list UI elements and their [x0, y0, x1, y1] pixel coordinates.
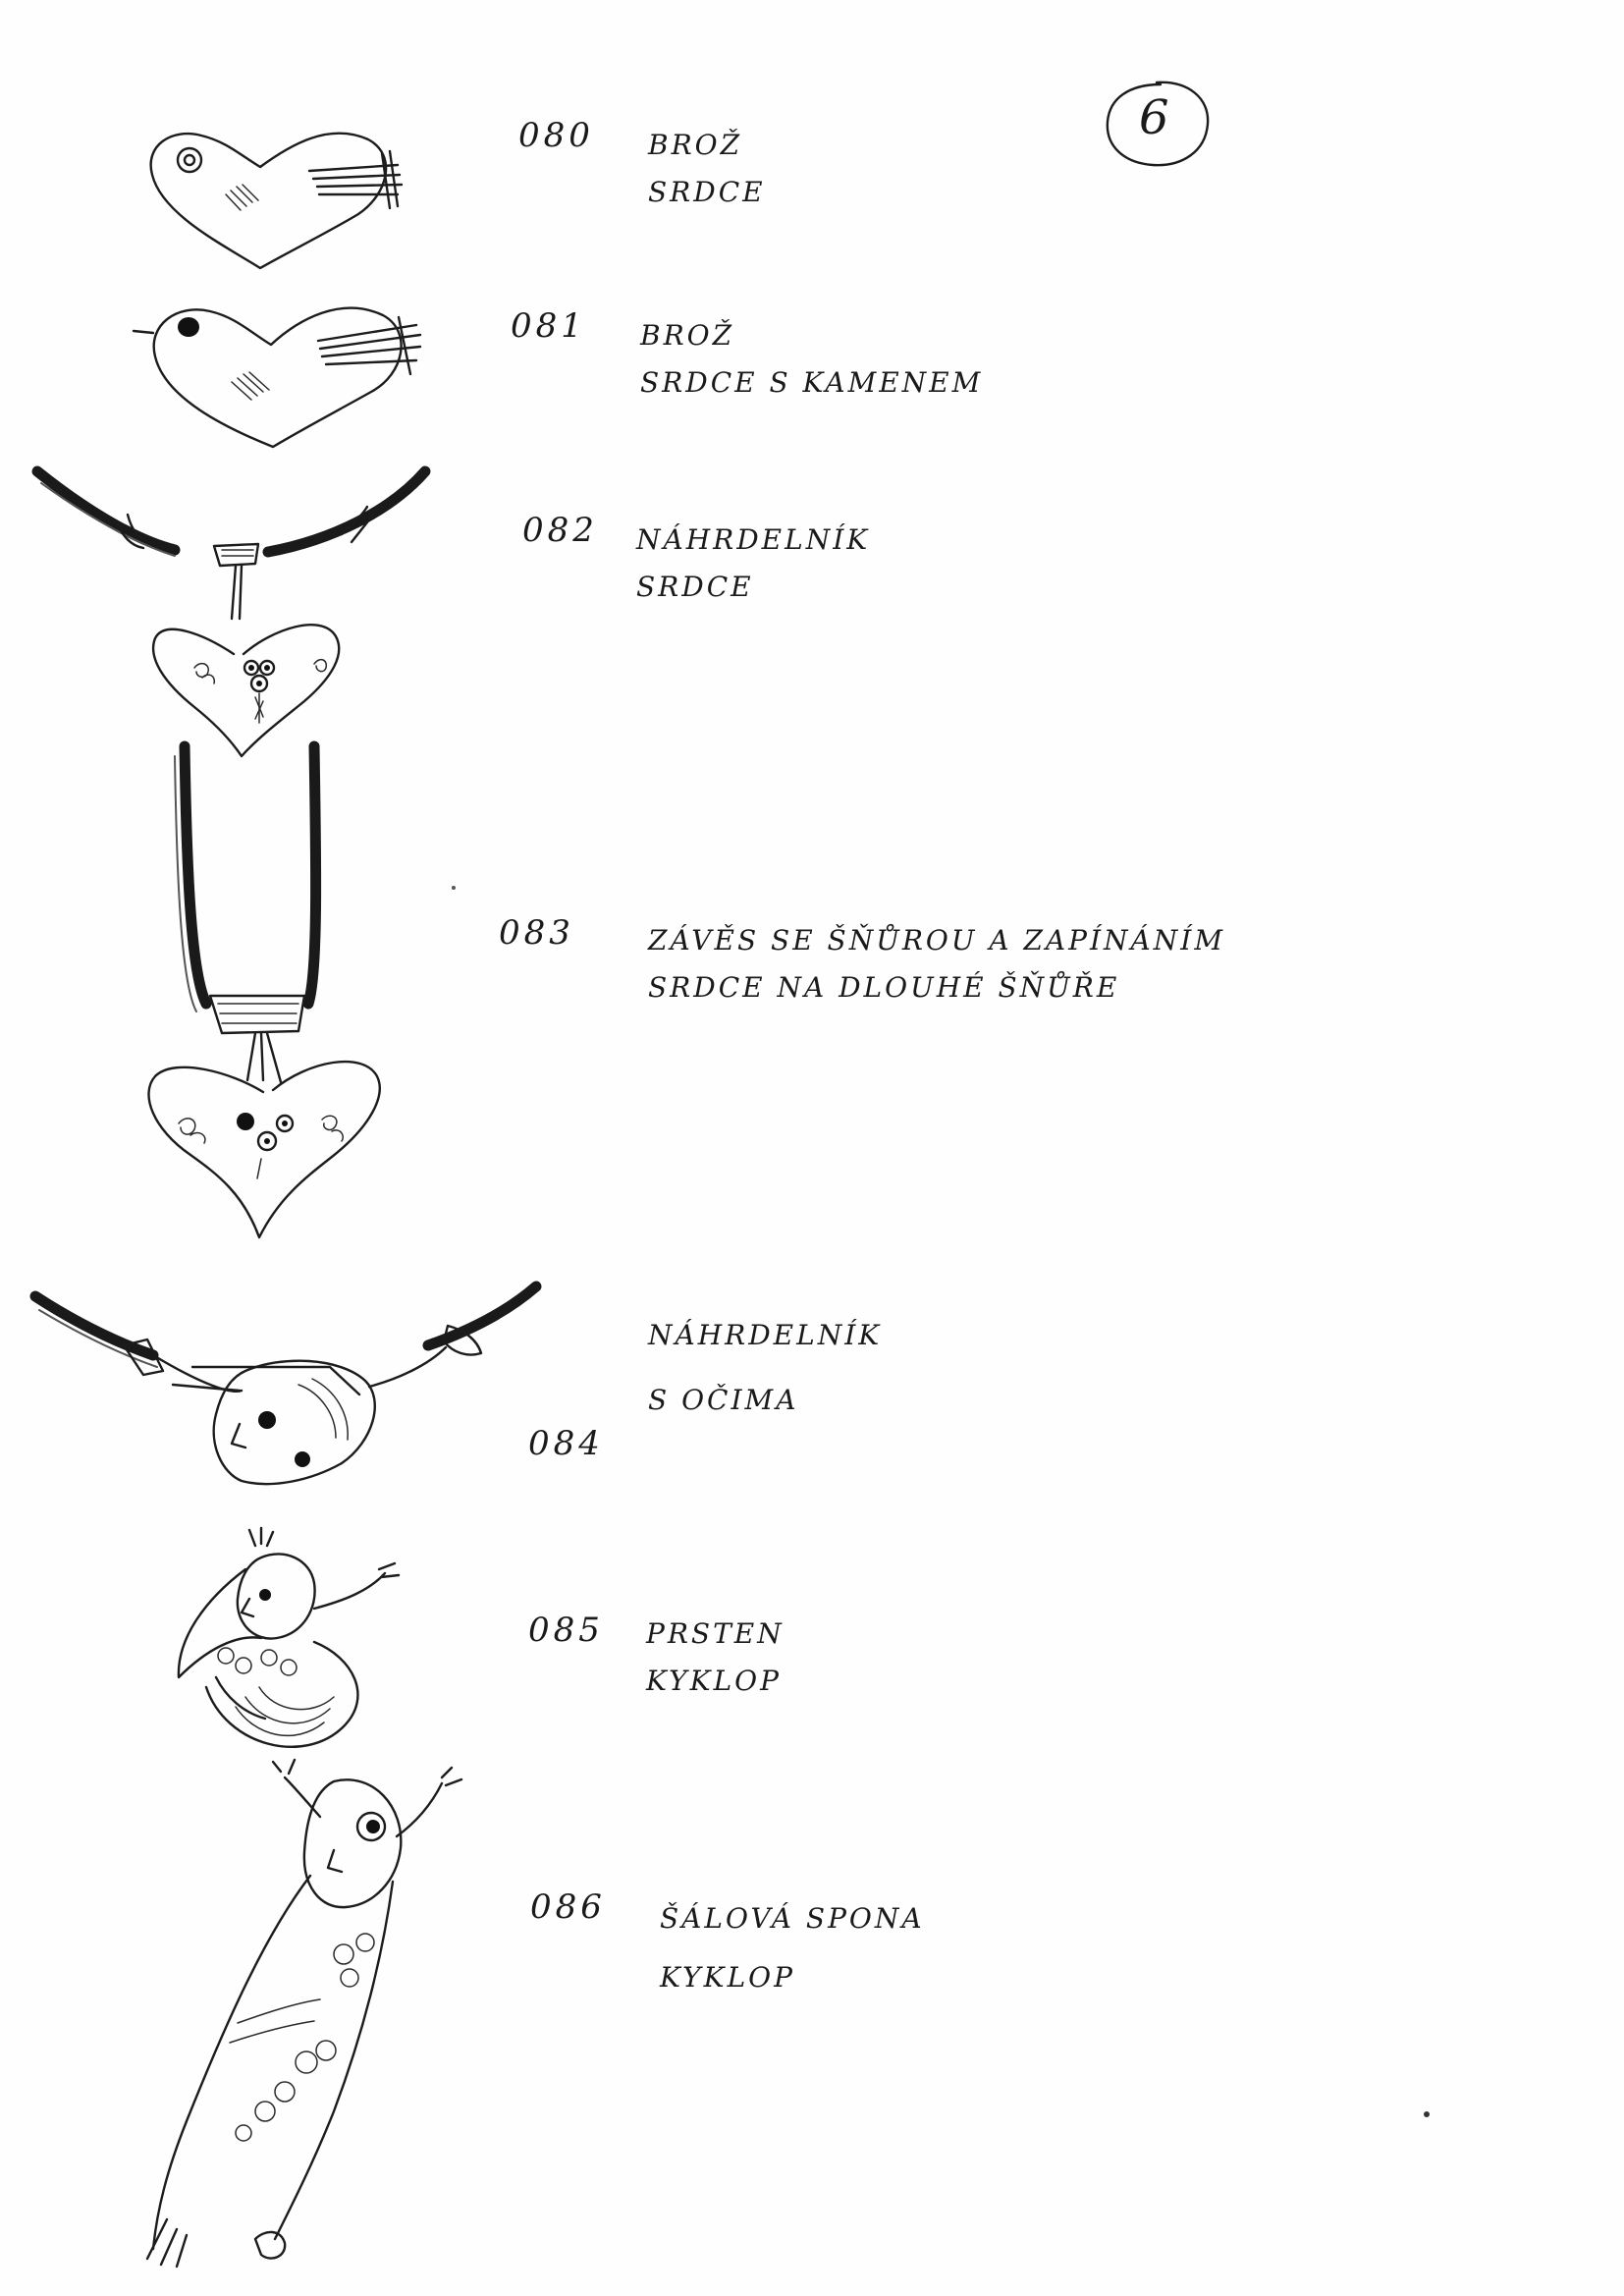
- item-code: 080: [518, 116, 594, 155]
- heart-brooch-stone-icon: [126, 290, 430, 457]
- heart-pendant-long-cord-icon: [135, 746, 401, 1247]
- item-code: 082: [522, 511, 598, 550]
- heart-necklace-icon: [37, 462, 440, 776]
- page-number: 6: [1139, 90, 1169, 145]
- item-description: ŠÁLOVÁ SPONA KYKLOP: [660, 1902, 925, 1994]
- cyclops-scarf-clip-icon: [147, 1768, 491, 2269]
- item-description: NÁHRDELNÍK S OČIMA: [648, 1319, 883, 1416]
- ink-speck: [1424, 2111, 1430, 2117]
- item-description: PRSTEN KYKLOP: [646, 1617, 785, 1697]
- item-description: NÁHRDELNÍK SRDCE: [636, 523, 871, 603]
- item-description: ZÁVĚS SE ŠŇŮROU A ZAPÍNÁNÍM SRDCE NA DLOUHÉ ŠŇŮŘE: [648, 924, 1226, 1004]
- item-code: 081: [511, 306, 586, 346]
- item-code: 085: [528, 1611, 604, 1650]
- item-description: BROŽ SRDCE: [648, 129, 766, 208]
- item-description: BROŽ SRDCE S KAMENEM: [640, 319, 984, 399]
- cyclops-ring-icon: [167, 1540, 403, 1776]
- heart-brooch-icon: [133, 116, 417, 283]
- item-code: 083: [499, 913, 574, 953]
- item-code: 084: [528, 1424, 604, 1463]
- ink-speck: [452, 886, 456, 890]
- item-code: 086: [530, 1887, 606, 1927]
- eyes-necklace-icon: [35, 1277, 546, 1522]
